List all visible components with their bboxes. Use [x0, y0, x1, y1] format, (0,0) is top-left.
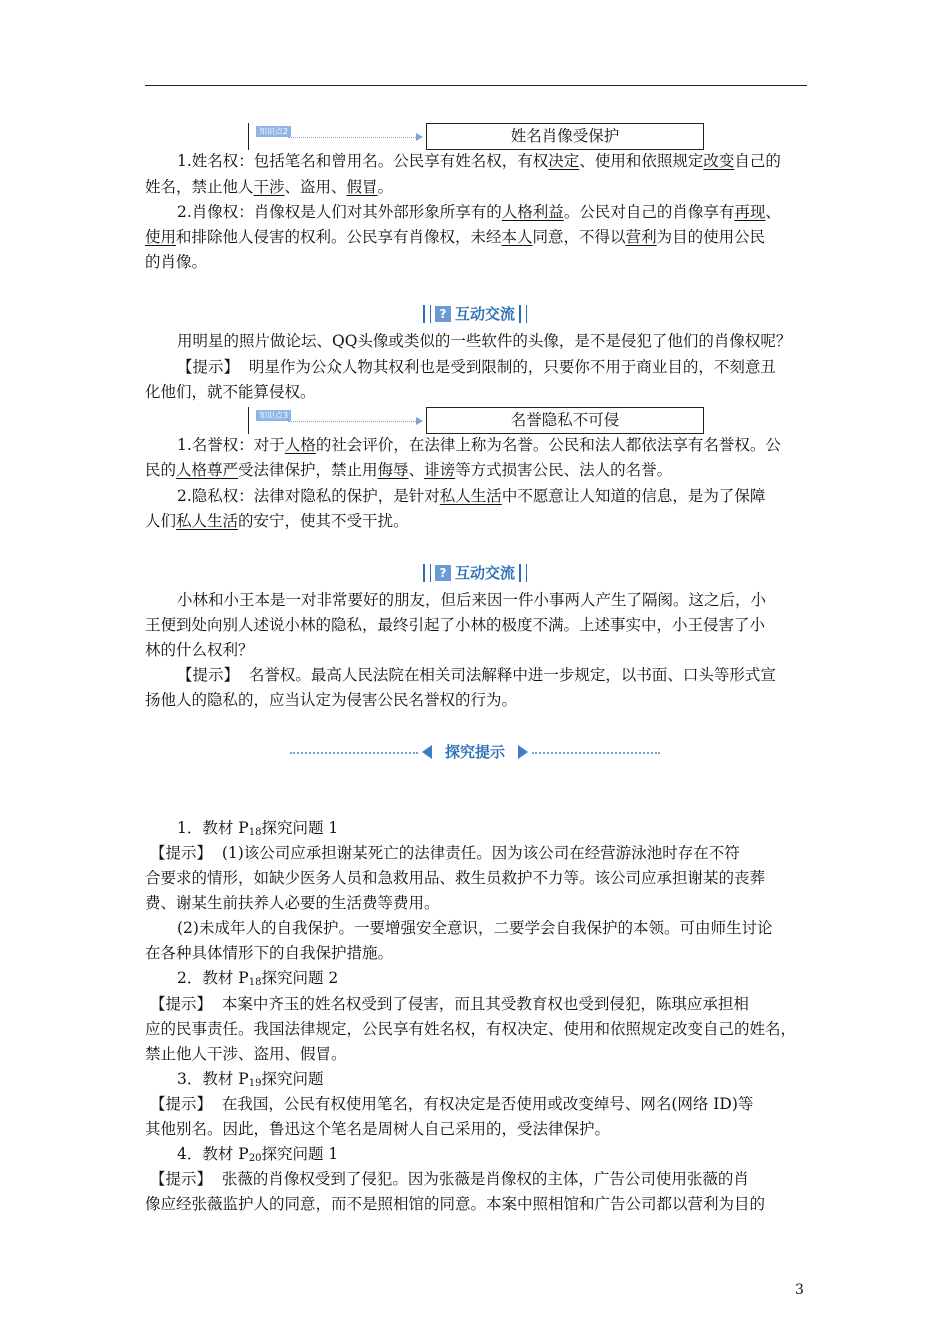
- hint-label: 【提示】: [149, 1170, 212, 1188]
- section-title: 姓名肖像受保护: [426, 123, 704, 150]
- paragraph-line: 2.隐私权：法律对隐私的保护，是针对私人生活中不愿意让人知道的信息，是为了保障: [177, 487, 766, 505]
- interact-heading: ? 互动交流: [0, 303, 950, 327]
- triangle-right-icon: [518, 745, 528, 759]
- hint-label: 【提示】: [177, 358, 240, 376]
- hint-label: 【提示】: [149, 995, 212, 1013]
- hint-line: 合要求的情形，如缺少医务人员和急救用品、救生员救护不力等。该公司应承担谢某的丧葬: [145, 869, 766, 887]
- explore-item-title: 3．教材 $P_{19}$探究问题: [177, 1070, 324, 1089]
- paragraph-line: 的肖像。: [145, 253, 208, 271]
- dotted-arrow-icon: [288, 421, 418, 422]
- hint-line: 【提示】 张薇的肖像权受到了侵犯。因为张薇是肖像权的主体，广告公司使用张薇的肖: [149, 1170, 749, 1188]
- paragraph-line: 人们私人生活的安宁，使其不受干扰。: [145, 512, 409, 530]
- bars-icon: [423, 305, 431, 323]
- explore-heading: 探究提示: [290, 742, 660, 764]
- triangle-left-icon: [422, 745, 432, 759]
- arrowhead-icon: [416, 133, 423, 141]
- paragraph-line: 使用和排除他人侵害的权利。公民享有肖像权，未经本人同意，不得以营利为目的使用公民: [145, 228, 766, 246]
- hint-line: 扬他人的隐私的，应当认定为侵害公民名誉权的行为。: [145, 691, 518, 709]
- hint-label: 【提示】: [149, 1095, 212, 1113]
- hint-line: 【提示】 在我国，公民有权使用笔名，有权决定是否使用或改变绰号、网名(网络 ID)等: [149, 1095, 754, 1113]
- question-icon: ?: [435, 565, 451, 581]
- knowledge-point-2-header: [248, 123, 704, 150]
- hint-label: 【提示】: [149, 844, 212, 862]
- page-number: 3: [795, 1282, 804, 1298]
- hint-line: 【提示】 本案中齐玉的姓名权受到了侵害，而且其受教育权也受到侵犯，陈琪应承担相: [149, 995, 749, 1013]
- hint-line: 【提示】 (1)该公司应承担谢某死亡的法律责任。因为该公司在经营游泳池时存在不符: [149, 844, 740, 862]
- paragraph-line: 2.肖像权：肖像权是人们对其外部形象所享有的人格利益。公民对自己的肖像享有再现、: [177, 203, 781, 221]
- hint-line: 化他们，就不能算侵权。: [145, 383, 316, 401]
- dotted-line: [290, 752, 418, 754]
- hint-line: 费、谢某生前扶养人必要的生活费等费用。: [145, 894, 440, 912]
- paragraph-line: 姓名，禁止他人干涉、盗用、假冒。: [145, 178, 394, 196]
- dotted-line: [532, 752, 660, 754]
- hint-line: 应的民事责任。我国法律规定，公民享有姓名权，有权决定、使用和依照规定改变自己的姓名，: [145, 1020, 797, 1038]
- knowledge-tag: [248, 408, 426, 432]
- hint-label: 【提示】: [177, 666, 240, 684]
- hint-line: 在各种具体情形下的自我保护措施。: [145, 944, 394, 962]
- knowledge-tag-label: 知识点3: [256, 410, 291, 421]
- paragraph-line: 1.姓名权：包括笔名和曾用名。公民享有姓名权，有权决定、使用和依照规定改变自己的: [177, 152, 781, 170]
- question-icon: ?: [435, 306, 451, 322]
- paragraph-line: 民的人格尊严受法律保护，禁止用侮辱、诽谤等方式损害公民、法人的名誉。: [145, 461, 673, 479]
- knowledge-point-3-header: [248, 407, 704, 434]
- hint-line: (2)未成年人的自我保护。一要增强安全意识，二要学会自我保护的本领。可由师生讨论: [177, 919, 773, 937]
- bars-icon: [519, 564, 527, 582]
- section-title: 名誉隐私不可侵: [426, 407, 704, 434]
- bars-icon: [519, 305, 527, 323]
- interact-heading: ? 互动交流: [0, 562, 950, 586]
- hint-line: 禁止他人干涉、盗用、假冒。: [145, 1045, 347, 1063]
- hint-line: 【提示】 名誉权。最高人民法院在相关司法解释中进一步规定，以书面、口头等形式宣: [177, 666, 776, 684]
- knowledge-tag: [248, 124, 426, 148]
- hint-line: 其他别名。因此，鲁迅这个笔名是周树人自己采用的，受法律保护。: [145, 1120, 611, 1138]
- knowledge-tag-label: 知识点2: [256, 126, 291, 137]
- dotted-arrow-icon: [288, 137, 418, 138]
- paragraph-line: 1.名誉权：对于人格的社会评价，在法律上称为名誉。公民和法人都依法享有名誉权。公: [177, 436, 781, 454]
- explore-item-title: 4．教材 $P_{20}$探究问题 1: [177, 1145, 339, 1164]
- question-text: 王便到处向别人述说小林的隐私，最终引起了小林的极度不满。上述事实中，小王侵害了小: [145, 616, 766, 634]
- question-text: 林的什么权利？: [145, 641, 254, 659]
- explore-item-title: 1．教材 $P_{18}$探究问题 1: [177, 819, 339, 838]
- arrowhead-icon: [416, 417, 423, 425]
- question-text: 用明星的照片做论坛、QQ头像或类似的一些软件的头像，是不是侵犯了他们的肖像权呢？: [177, 332, 792, 350]
- header-rule: [145, 85, 807, 86]
- hint-line: 像应经张薇监护人的同意，而不是照相馆的同意。本案中照相馆和广告公司都以营利为目的: [145, 1195, 766, 1213]
- hint-line: 【提示】 明星作为公众人物其权利也是受到限制的，只要你不用于商业目的，不刻意丑: [177, 358, 776, 376]
- question-text: 小林和小王本是一对非常要好的朋友，但后来因一件小事两人产生了隔阂。这之后，小: [177, 591, 767, 609]
- bars-icon: [423, 564, 431, 582]
- explore-item-title: 2．教材 $P_{18}$探究问题 2: [177, 969, 339, 988]
